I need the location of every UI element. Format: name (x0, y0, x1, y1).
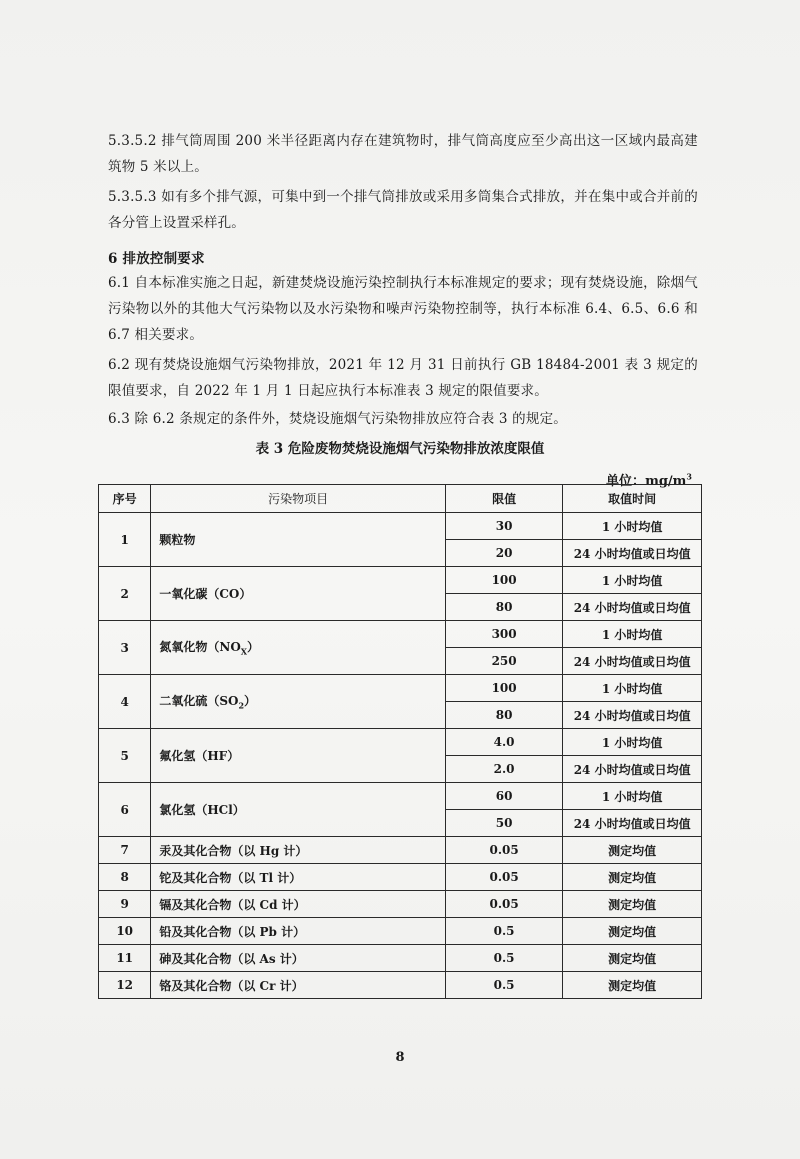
row-number: 9 (99, 891, 151, 918)
limit-value: 0.05 (445, 837, 562, 864)
table-caption: 表 3 危险废物焚烧设施烟气污染物排放浓度限值 (255, 441, 545, 457)
averaging-time: 1 小时均值 (563, 621, 702, 648)
row-number: 2 (99, 567, 151, 621)
table-row (99, 513, 702, 540)
table-row (99, 864, 702, 891)
pollutant-name (151, 513, 446, 567)
pollutant-label: 铬及其化合物（以 Cr 计） (159, 978, 304, 993)
row-number: 1 (99, 513, 151, 567)
row-number: 8 (99, 864, 151, 891)
clause-6-3: 6.3 除 6.2 条规定的条件外，焚烧设施烟气污染物排放应符合表 3 的规定。 (108, 411, 567, 427)
table-row (99, 783, 702, 810)
table-row (99, 729, 702, 756)
pollutant-label: 铅及其化合物（以 Pb 计） (159, 924, 306, 939)
clause-5-3-5-3: 5.3.5.3 如有多个排气源，可集中到一个排气筒排放或采用多筒集合式排放，并在集中或合并前的各分管上设置采样孔。 (108, 189, 698, 231)
unit-label: 单位： (606, 474, 646, 489)
unit-exponent: 3 (686, 471, 692, 482)
row-number: 11 (99, 945, 151, 972)
limit-value: 80 (445, 702, 562, 729)
unit-value: mg/m (645, 474, 687, 489)
table-row (99, 675, 702, 702)
averaging-time: 1 小时均值 (563, 567, 702, 594)
limit-value: 20 (445, 540, 562, 567)
averaging-time: 24 小时均值或日均值 (563, 756, 702, 783)
pollutant-label: 铊及其化合物（以 Tl 计） (159, 870, 302, 885)
row-number: 6 (99, 783, 151, 837)
table-row (99, 945, 702, 972)
pollutant-label: 二氧化硫（SO (159, 694, 239, 709)
row-number: 12 (99, 972, 151, 999)
clause-6-1: 6.1 自本标准实施之日起，新建焚烧设施污染控制执行本标准规定的要求；现有焚烧设施，除烟气污染物以外的其他大气污染物以及水污染物和噪声污染物控制等，执行本标准 6.4、6.5、6.6 和 6.7 相关要求。 (108, 275, 698, 343)
row-number: 7 (99, 837, 151, 864)
header-number: 序号 (99, 485, 151, 513)
limit-value: 2.0 (445, 756, 562, 783)
limit-value: 0.5 (445, 945, 562, 972)
header-limit: 限值 (445, 485, 562, 513)
limit-value: 80 (445, 594, 562, 621)
pollutant-label-tail: ） (247, 640, 260, 655)
table-row (99, 837, 702, 864)
limit-value: 0.05 (445, 864, 562, 891)
pollutant-name (151, 864, 446, 891)
pollutant-name (151, 675, 446, 729)
header-pollutant: 污染物项目 (151, 485, 446, 513)
averaging-time: 1 小时均值 (563, 675, 702, 702)
limit-value: 250 (445, 648, 562, 675)
pollutant-subscript: 2 (238, 700, 245, 711)
limit-value: 60 (445, 783, 562, 810)
averaging-time: 测定均值 (563, 891, 702, 918)
header-averaging-time: 取值时间 (563, 485, 702, 513)
limit-value: 300 (445, 621, 562, 648)
averaging-time: 24 小时均值或日均值 (563, 540, 702, 567)
limit-value: 30 (445, 513, 562, 540)
row-number: 5 (99, 729, 151, 783)
pollutant-label: 氟化氢（HF） (159, 749, 240, 763)
pollutant-name (151, 837, 446, 864)
pollutant-name (151, 945, 446, 972)
averaging-time: 1 小时均值 (563, 513, 702, 540)
pollutant-label: 汞及其化合物（以 Hg 计） (159, 843, 308, 858)
averaging-time: 测定均值 (563, 945, 702, 972)
limit-value: 100 (445, 675, 562, 702)
limit-value: 100 (445, 567, 562, 594)
table-row (99, 891, 702, 918)
limit-value: 0.5 (445, 972, 562, 999)
clause-5-3-5-2: 5.3.5.2 排气筒周围 200 米半径距离内存在建筑物时，排气筒高度应至少高出这一区域内最高建筑物 5 米以上。 (108, 133, 698, 175)
averaging-time: 测定均值 (563, 918, 702, 945)
limit-value: 0.5 (445, 918, 562, 945)
pollutant-label: 砷及其化合物（以 As 计） (159, 951, 304, 966)
pollutant-name (151, 621, 446, 675)
limit-value: 0.05 (445, 891, 562, 918)
pollutant-label: 一氧化碳（CO） (159, 587, 252, 601)
pollutant-label: 氮氧化物（NO (159, 640, 241, 655)
averaging-time: 24 小时均值或日均值 (563, 810, 702, 837)
averaging-time: 24 小时均值或日均值 (563, 594, 702, 621)
emission-limits-table (98, 484, 702, 999)
pollutant-name (151, 891, 446, 918)
row-number: 3 (99, 621, 151, 675)
averaging-time: 测定均值 (563, 972, 702, 999)
averaging-time: 测定均值 (563, 837, 702, 864)
averaging-time: 24 小时均值或日均值 (563, 648, 702, 675)
pollutant-name (151, 567, 446, 621)
pollutant-label: 镉及其化合物（以 Cd 计） (159, 897, 306, 912)
page-number: 8 (395, 1050, 405, 1065)
averaging-time: 24 小时均值或日均值 (563, 702, 702, 729)
limit-value: 50 (445, 810, 562, 837)
averaging-time: 1 小时均值 (563, 729, 702, 756)
averaging-time: 1 小时均值 (563, 783, 702, 810)
pollutant-label-tail: ） (244, 694, 257, 709)
row-number: 4 (99, 675, 151, 729)
row-number: 10 (99, 918, 151, 945)
table-row (99, 621, 702, 648)
table-header-row (99, 485, 702, 513)
pollutant-name (151, 918, 446, 945)
limit-value: 4.0 (445, 729, 562, 756)
pollutant-subscript: X (240, 646, 247, 657)
pollutant-label: 氯化氢（HCl） (159, 803, 245, 817)
averaging-time: 测定均值 (563, 864, 702, 891)
table-row (99, 918, 702, 945)
clause-6-2: 6.2 现有焚烧设施烟气污染物排放，2021 年 12 月 31 日前执行 GB 18484-2001 表 3 规定的限值要求，自 2022 年 1 月 1 日起应执行本标准表 3 规定的限值要求。 (108, 357, 698, 399)
pollutant-name (151, 729, 446, 783)
pollutant-name (151, 783, 446, 837)
section-heading-6: 6 排放控制要求 (108, 251, 205, 267)
pollutant-label: 颗粒物 (159, 533, 196, 547)
table-row (99, 567, 702, 594)
table-row (99, 972, 702, 999)
pollutant-name (151, 972, 446, 999)
